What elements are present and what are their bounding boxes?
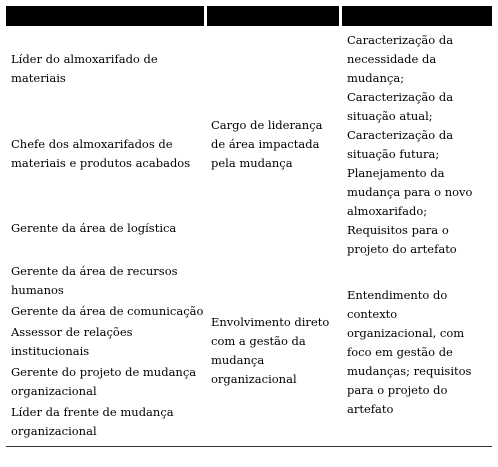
row1-col3-line: necessidade da <box>347 52 437 66</box>
row2-col1-line: Líder da frente de mudança <box>11 405 174 419</box>
row2-col3-line: contexto <box>347 307 398 321</box>
header-cell-2 <box>207 6 339 26</box>
header-cell-1 <box>6 6 204 26</box>
row1-col1-line: materiais e produtos acabados <box>11 156 191 170</box>
row1-col1-line: Gerente da área de logística <box>11 221 177 235</box>
table-bottom-rule <box>6 446 492 447</box>
row2-col3-line: artefato <box>347 402 394 416</box>
row1-col3-line: mudança para o novo <box>347 185 473 199</box>
row1-col3-line: Caracterização da <box>347 128 454 142</box>
row1-col3-line: almoxarifado; <box>347 204 428 218</box>
row1-col1-line: Líder do almoxarifado de <box>11 52 158 66</box>
row1-col3-line: Caracterização da <box>347 33 454 47</box>
row1-col3-line: situação futura; <box>347 147 440 161</box>
row2-col1-line: Assessor de relações <box>11 325 133 339</box>
header-cell-3 <box>342 6 492 26</box>
row2-col2-line: organizacional <box>211 372 297 386</box>
row2-col1-line: humanos <box>11 283 64 297</box>
row2-col1-line: institucionais <box>11 344 90 358</box>
row2-col3-line: Entendimento do <box>347 288 448 302</box>
row2-col1-line: Gerente da área de recursos <box>11 264 178 278</box>
row2-col2-line: Envolvimento direto <box>211 315 330 329</box>
row1-col2-line: Cargo de liderança <box>211 118 323 132</box>
row2-col1-line: Gerente da área de comunicação <box>11 304 204 318</box>
row1-col2-line: de área impactada <box>211 137 320 151</box>
row1-col3-line: Caracterização da <box>347 90 454 104</box>
row2-col1-line: organizacional <box>11 384 97 398</box>
row1-col3-line: situação atual; <box>347 109 433 123</box>
row2-col3-line: foco em gestão de <box>347 345 453 359</box>
row1-col3-line: Planejamento da <box>347 166 445 180</box>
row1-col1-line: materiais <box>11 71 66 85</box>
row1-col3-line: projeto do artefato <box>347 242 457 256</box>
row1-col1-line: Chefe dos almoxarifados de <box>11 137 173 151</box>
row2-col3-line: mudanças; requisitos <box>347 364 472 378</box>
row1-col2-line: pela mudança <box>211 156 293 170</box>
row2-col2-line: mudança <box>211 353 265 367</box>
row1-col3-line: mudança; <box>347 71 405 85</box>
row2-col3-line: para o projeto do <box>347 383 448 397</box>
row2-col1-line: Gerente do projeto de mudança <box>11 365 197 379</box>
row2-col3-line: organizacional, com <box>347 326 465 340</box>
row2-col1-line: organizacional <box>11 424 97 438</box>
row2-col2-line: com a gestão da <box>211 334 306 348</box>
row1-col3-line: Requisitos para o <box>347 223 449 237</box>
